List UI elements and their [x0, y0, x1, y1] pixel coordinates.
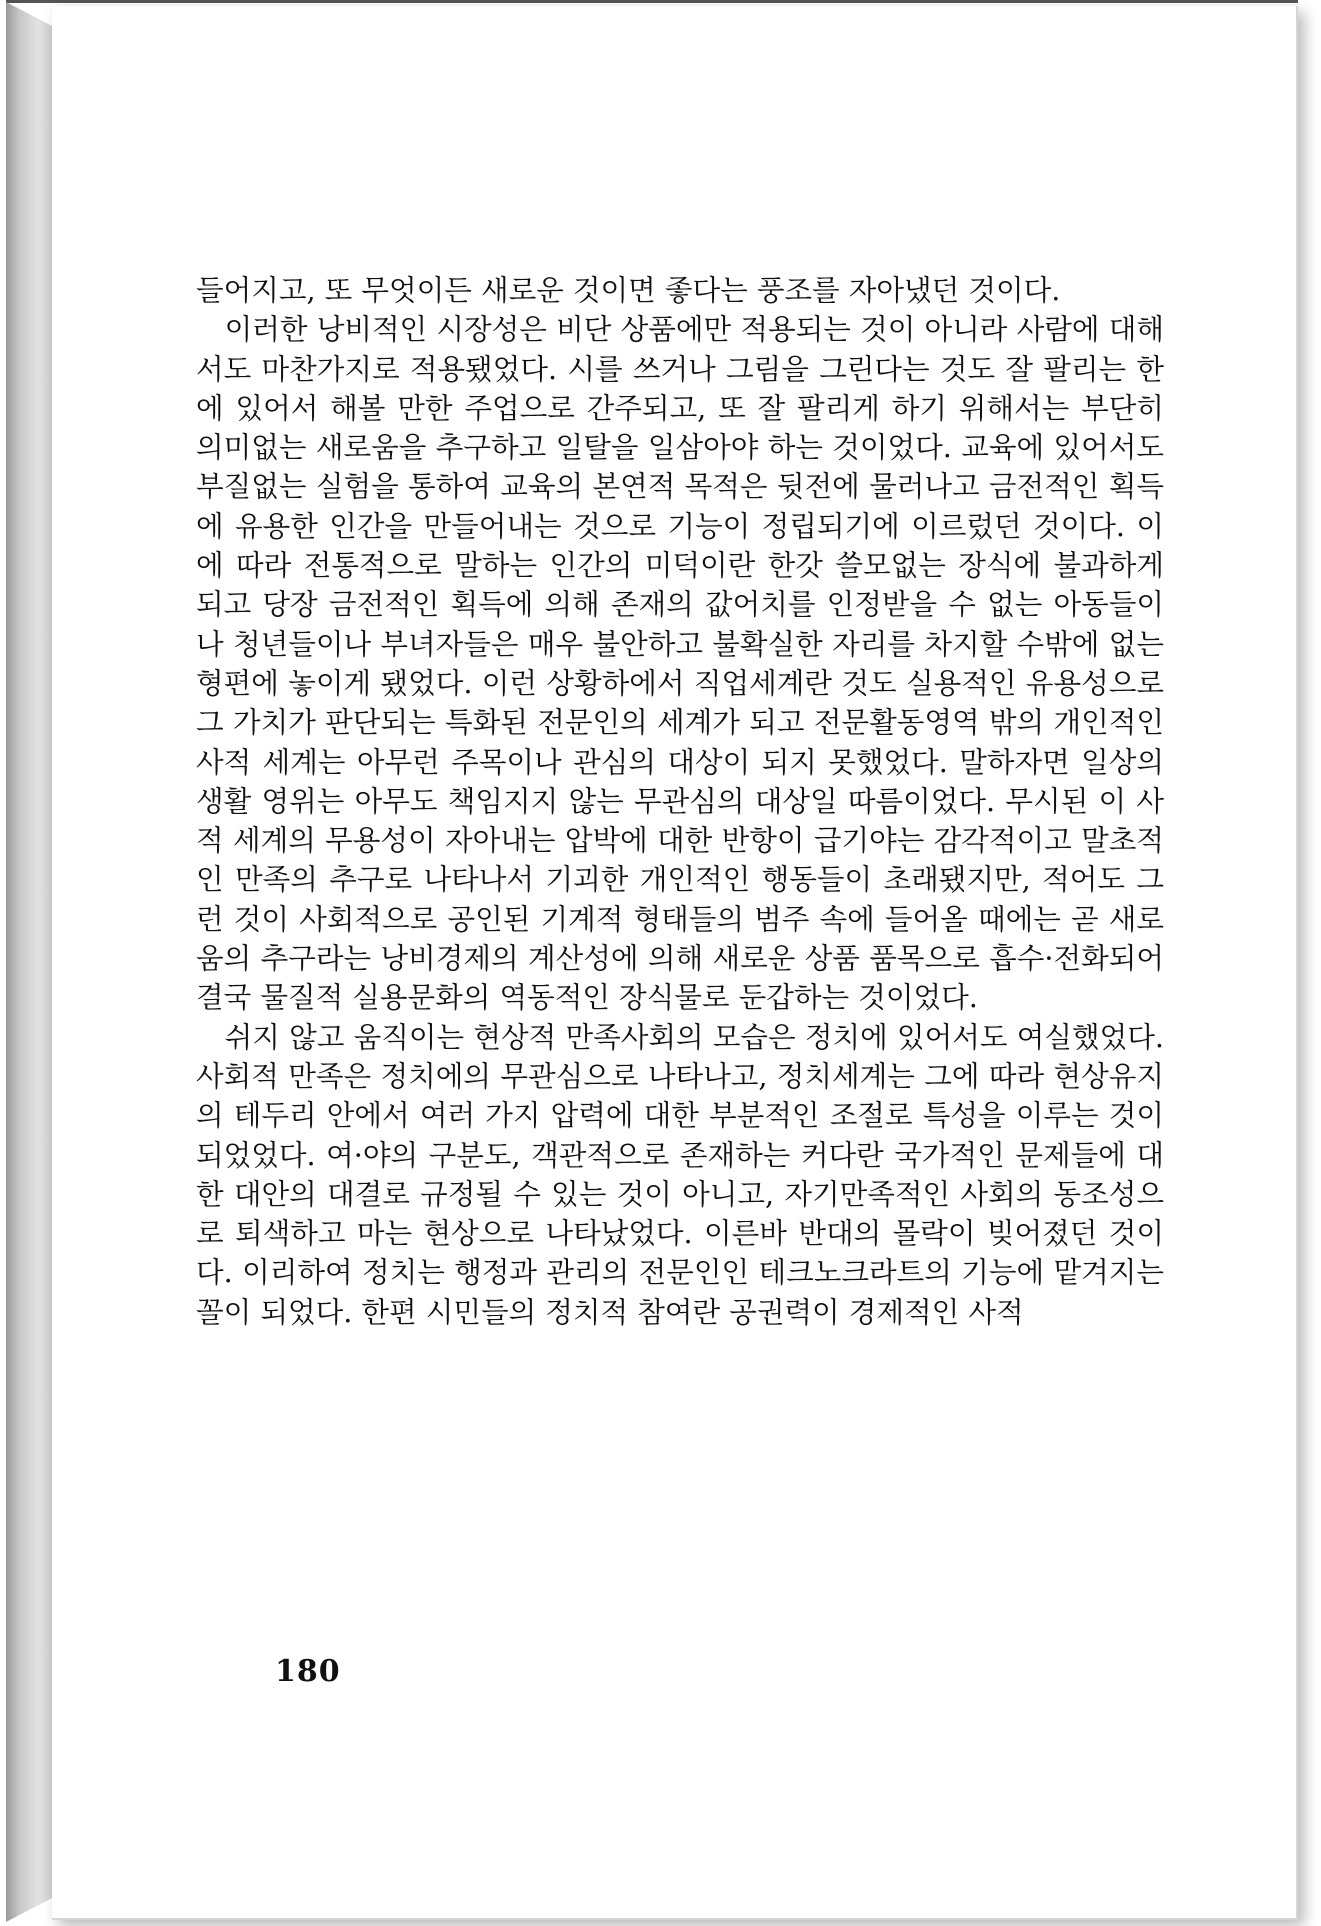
body-text: [196, 271, 1164, 1332]
book-spine: [6, 2, 52, 1922]
page-number: 180: [275, 1654, 341, 1689]
paragraph-marketability: 이러한 낭비적인 시장성은 비단 상품에만 적용되는 것이 아니라 사람에 대해서도 마찬가지로 적용됐었다. 시를 쓰거나 그림을 그린다는 것도 잘 팔리는 한에 있어서 해볼 만한 주업으로 간주되고, 또 잘 팔리게 하기 위해서는 부단히 의미없는 새로움을 추구하고 일탈을 일삼아야 하는 것이었다. 교육에 있어서도 부질없는 실험을 통하여 교육의 본연적 목적은 뒷전에 물러나고 금전적인 획득에 유용한 인간을 만들어내는 것으로 기능이 정립되기에 이르렀던 것이다. 이에 따라 전통적으로 말하는 인간의 미덕이란 한갓 쓸모없는 장식에 불과하게 되고 당장 금전적인 획득에 의해 존재의 값어치를 인정받을 수 없는 아동들이나 청년들이나 부녀자들은 매우 불안하고 불확실한 자리를 차지할 수밖에 없는 형편에 놓이게 됐었다. 이런 상황하에서 직업세계란 것도 실용적인 유용성으로 그 가치가 판단되는 특화된 전문인의 세계가 되고 전문활동영역 밖의 개인적인 사적 세계는 아무런 주목이나 관심의 대상이 되지 못했었다. 말하자면 일상의 생활 영위는 아무도 책임지지 않는 무관심의 대상일 따름이었다. 무시된 이 사적 세계의 무용성이 자아내는 압박에 대한 반항이 급기야는 감각적이고 말초적인 만족의 추구로 나타나서 기괴한 개인적인 행동들이 초래됐지만, 적어도 그런 것이 사회적으로 공인된 기계적 형태들의 범주 속에 들어올 때에는 곧 새로움의 추구라는 낭비경제의 계산성에 의해 새로운 상품 품목으로 흡수·전화되어 결국 물질적 실용문화의 역동적인 장식물로 둔갑하는 것이었다.: [196, 312, 1164, 1015]
paragraph-continuation: 들어지고, 또 무엇이든 새로운 것이면 좋다는 풍조를 자아냈던 것이다.: [196, 273, 1061, 307]
page-top-edge: [6, 0, 1298, 3]
paragraph-politics: 쉬지 않고 움직이는 현상적 만족사회의 모습은 정치에 있어서도 여실했었다. 사회적 만족은 정치에의 무관심으로 나타나고, 정치세계는 그에 따라 현상유지의 테두리 안에서 여러 가지 압력에 대한 부분적인 조절로 특성을 이루는 것이 되었었다. 여·야의 구분도, 객관적으로 존재하는 커다란 국가적인 문제들에 대한 대안의 대결로 규정될 수 있는 것이 아니고, 자기만족적인 사회의 동조성으로 퇴색하고 마는 현상으로 나타났었다. 이른바 반대의 몰락이 빚어졌던 것이다. 이리하여 정치는 행정과 관리의 전문인인 테크노크라트의 기능에 맡겨지는 꼴이 되었다. 한편 시민들의 정치적 참여란 공권력이 경제적인 사적: [196, 1019, 1164, 1329]
